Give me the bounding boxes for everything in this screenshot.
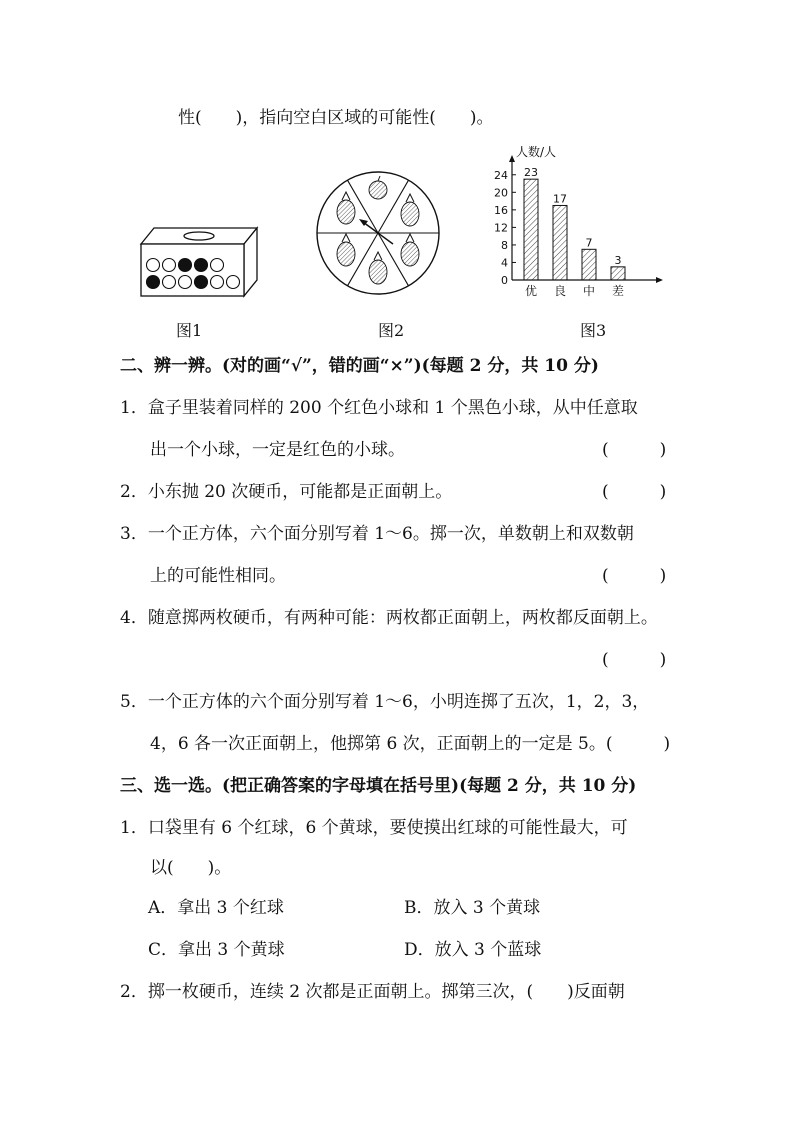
chart-category-label: 良 <box>553 284 567 298</box>
chart-y-axis-label: 人数/人 <box>516 145 557 159</box>
chart-y-tick-label: 16 <box>494 203 508 217</box>
s2-q5-line2: 4，6 各一次正面朝上，他掷第 6 次，正面朝上的一定是 5。( ) <box>150 734 671 754</box>
s2-q3-line1: 3．一个正方体，六个面分别写着 1～6。掷一次，单数朝上和双数朝 <box>120 524 634 544</box>
chart-x-axis-arrow <box>656 277 663 283</box>
s3-q2-line1: 2．掷一枚硬币，连续 2 次都是正面朝上。掷第三次，( )反面朝 <box>120 982 625 1002</box>
s3-q1-option-d[interactable]: D．放入 3 个蓝球 <box>404 940 542 960</box>
s2-q1-line2: 出一个小球，一定是红色的小球。 <box>150 440 405 460</box>
chart-y-tick-label: 24 <box>494 168 508 182</box>
chart-data-label: 17 <box>553 192 567 206</box>
s3-q1-line1: 1．口袋里有 6 个红球，6 个黄球，要使摸出红球的可能性最大，可 <box>120 818 628 838</box>
figure-3-caption: 图3 <box>580 321 607 340</box>
s2-q4-line1: 4．随意掷两枚硬币，有两种可能：两枚都正面朝上，两枚都反面朝上。 <box>120 608 658 628</box>
chart-y-axis-arrow <box>509 155 515 162</box>
s2-q5-line1: 5．一个正方体的六个面分别写着 1～6，小明连掷了五次，1，2，3， <box>120 692 650 712</box>
chart-y-tick-label: 0 <box>501 274 508 287</box>
chart-data-label: 7 <box>585 236 593 250</box>
s2-q2-line1: 2．小东抛 20 次硬币，可能都是正面朝上。 <box>120 482 453 502</box>
chart-data-label: 23 <box>524 166 538 180</box>
chart-category-label: 差 <box>611 284 625 298</box>
figure-1-box <box>138 224 260 298</box>
s2-q1-line1: 1．盒子里装着同样的 200 个红色小球和 1 个黑色小球，从中任意取 <box>120 398 638 418</box>
section-3-title: 三、选一选。(把正确答案的字母填在括号里)(每题 2 分，共 10 分) <box>120 776 637 796</box>
chart-y-tick-label: 20 <box>494 186 508 200</box>
figure-2-spinner <box>313 168 443 298</box>
chart-category-label: 中 <box>582 284 596 298</box>
intro-line: 性( )，指向空白区域的可能性( )。 <box>178 108 494 128</box>
figure-3-bar-chart <box>470 138 670 303</box>
s3-q1-option-a[interactable]: A．拿出 3 个红球 <box>148 898 284 918</box>
s2-q4-answer-bracket[interactable]: ( ) <box>602 650 667 670</box>
chart-bar <box>524 179 538 280</box>
figure-2-caption: 图2 <box>378 321 405 340</box>
figure-1-caption: 图1 <box>176 321 203 340</box>
chart-y-tick-label: 4 <box>501 256 508 270</box>
chart-bar <box>553 205 567 280</box>
chart-y-tick-label: 12 <box>494 221 508 235</box>
chart-y-tick-label: 8 <box>501 238 508 252</box>
s3-q1-option-c[interactable]: C．拿出 3 个黄球 <box>148 940 285 960</box>
chart-bar <box>611 267 625 280</box>
chart-category-label: 优 <box>524 284 538 298</box>
s2-q1-answer-bracket[interactable]: ( ) <box>602 440 667 460</box>
chart-bar <box>582 249 596 280</box>
s2-q3-answer-bracket[interactable]: ( ) <box>602 566 667 586</box>
s2-q2-answer-bracket[interactable]: ( ) <box>602 482 667 502</box>
chart-data-label: 3 <box>614 253 622 267</box>
section-2-title: 二、辨一辨。(对的画“√”，错的画“×”)(每题 2 分，共 10 分) <box>120 356 599 376</box>
s3-q1-option-b[interactable]: B．放入 3 个黄球 <box>404 898 541 918</box>
s3-q1-line2: 以( )。 <box>150 858 232 878</box>
s2-q3-line2: 上的可能性相同。 <box>150 566 286 586</box>
